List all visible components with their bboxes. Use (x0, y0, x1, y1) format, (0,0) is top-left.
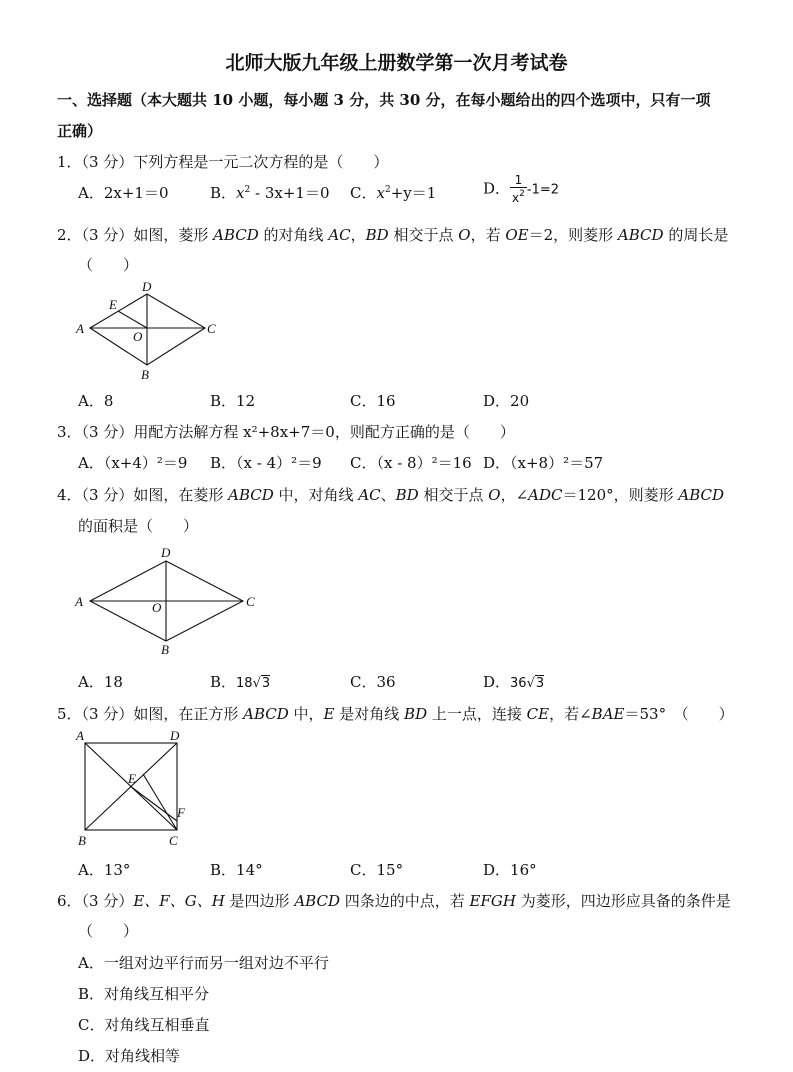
q3-option-d: D．（x+8）²＝57 (483, 454, 604, 472)
q6-answer-paren: （ ） (78, 922, 139, 940)
q1-stem: 1．（3 分）下列方程是一元二次方程的是（ ） (57, 153, 389, 171)
label-c: C (169, 833, 178, 848)
q2-option-d: D．20 (483, 392, 530, 410)
q2-answer-paren: （ ） (78, 256, 139, 274)
q6-option-a: A．一组对边平行而另一组对边不平行 (78, 954, 329, 972)
q3-option-b: B．（x - 4）²＝9 (210, 454, 322, 472)
q6-stem: 6．（3 分）E、F、G、H 是四边形 ABCD 四条边的中点，若 EFGH 为菱形，四边形应具备的条件是 (57, 892, 731, 910)
label-a: A (76, 321, 84, 336)
label-b: B (161, 642, 169, 657)
q3-stem: 3．（3 分）用配方法解方程 x²+8x+7＝0，则配方正确的是（ ） (57, 423, 515, 441)
label-d: D (170, 728, 180, 743)
label-e: E (109, 297, 117, 312)
q1-option-d: D． $\frac{1}{x^2}$ -1=2 (483, 173, 560, 205)
q4-option-d: D．36√3 (483, 673, 545, 691)
q2-stem: 2．（3 分）如图，菱形 ABCD 的对角线 AC，BD 相交于点 O，若 OE＝2，则菱形 ABCD 的周长是 (57, 226, 729, 244)
q4-option-b: B．18√3 (210, 673, 271, 691)
q1-option-a: A．2x+1＝0 (78, 184, 169, 202)
fraction: $\frac{1}{x^2}$ (512, 173, 525, 205)
q4-option-a: A．18 (78, 673, 123, 691)
q6-option-d: D．对角线相等 (78, 1047, 181, 1065)
label-d: D (142, 279, 152, 294)
label-b: B (141, 367, 149, 382)
label-c: C (207, 321, 216, 336)
q4-stem-cont: 的面积是（ ） (78, 517, 199, 535)
q6-option-c: C．对角线互相垂直 (78, 1016, 210, 1034)
q2-option-a: A．8 (78, 392, 114, 410)
q4-rhombus-figure (70, 543, 270, 658)
q5-option-b: B．14° (210, 861, 263, 879)
label-d: D (161, 545, 171, 560)
label-a: A (75, 594, 83, 609)
label-o: O (152, 600, 162, 615)
page-title: 北师大版九年级上册数学第一次月考试卷 (225, 52, 568, 74)
q2-rhombus-figure (70, 278, 230, 384)
section-heading-line2: 正确） (57, 122, 103, 140)
q3-option-a: A．（x+4）²＝9 (78, 454, 188, 472)
q2-option-b: B．12 (210, 392, 256, 410)
q5-square-figure (70, 726, 200, 848)
q5-stem: 5．（3 分）如图，在正方形 ABCD 中，E 是对角线 BD 上一点，连接 CE，若∠BAE＝53° （ ） (57, 705, 734, 723)
label-c: C (246, 594, 255, 609)
q1-option-b: B．$x^2 - 3x+1=0$ (210, 184, 330, 202)
label-e: E (128, 771, 136, 786)
q1-option-c: C．$x^2+y=1$ (350, 184, 437, 202)
q5-option-c: C．15° (350, 861, 404, 879)
section-heading-line1: 一、选择题（本大题共 10 小题，每小题 3 分，共 30 分，在每小题给出的四个选项中，只有一项 (57, 91, 711, 109)
q5-option-a: A．13° (78, 861, 131, 879)
q3-option-c: C．（x - 8）²＝16 (350, 454, 472, 472)
q2-option-c: C．16 (350, 392, 396, 410)
label-b: B (78, 833, 86, 848)
label-f: F (177, 805, 185, 820)
q4-stem: 4．（3 分）如图，在菱形 ABCD 中，对角线 AC、BD 相交于点 O，∠ADC＝120°，则菱形 ABCD (57, 486, 725, 504)
q6-option-b: B．对角线互相平分 (78, 985, 210, 1003)
segment-oe (118, 311, 147, 328)
label-a: A (76, 728, 84, 743)
q5-option-d: D．16° (483, 861, 537, 879)
q4-option-c: C．36 (350, 673, 396, 691)
label-o: O (133, 329, 143, 344)
